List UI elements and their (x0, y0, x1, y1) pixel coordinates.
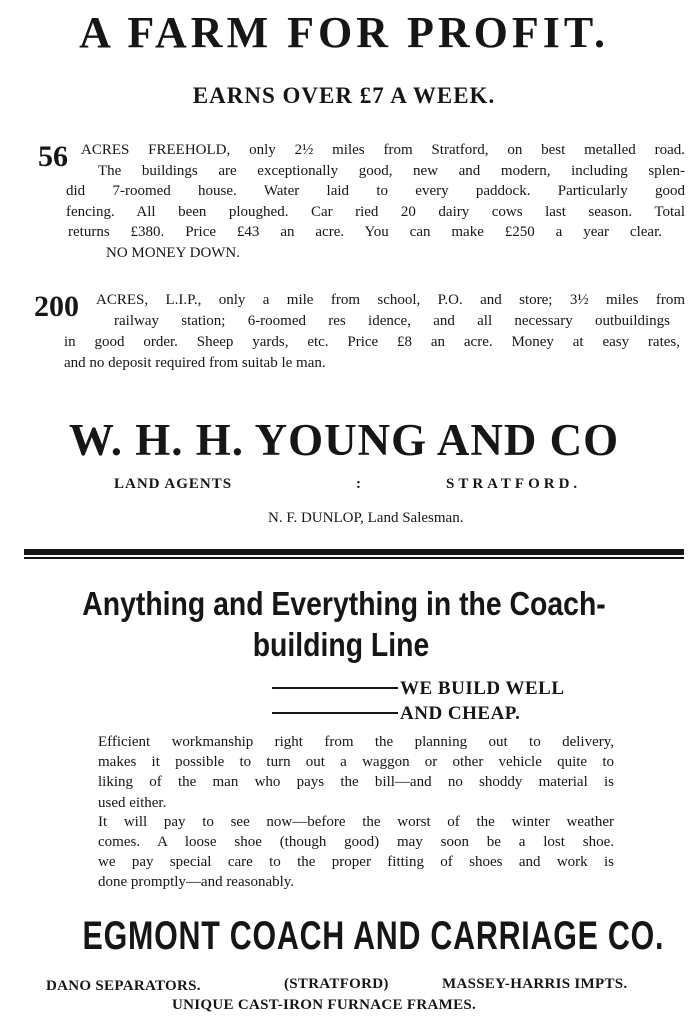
footer-dano-separators: DANO SEPARATORS. (46, 978, 201, 994)
listing-200-line-1: ACRES, L.I.P., only a mile from school, P.O. and store; 3½ miles from (96, 292, 685, 308)
listing-56-line-6: NO MONEY DOWN. (106, 244, 241, 261)
listing-56-line-1: ACRES FREEHOLD, only 2½ miles from Stratford, on best metalled road. (81, 142, 685, 158)
land-agents-label: LAND AGENTS (114, 476, 233, 492)
land-salesman: N. F. DUNLOP, Land Salesman. (268, 510, 464, 526)
slogan-and-cheap-text: AND CHEAP. (400, 703, 521, 724)
footer-stratford: (STRATFORD) (284, 976, 389, 992)
farm-ad-subheadline: EARNS OVER £7 A WEEK. (192, 83, 496, 108)
listing-56-line-4: fencing. All been ploughed. Car ried 20 dairy cows last season. Total (66, 203, 685, 220)
listing-56-lead-number: 56 (38, 140, 68, 173)
coach-company-name: EGMONT COACH AND CARRIAGE CO. (82, 914, 665, 958)
coach-body-line-5: It will pay to see now—before the worst of the winter weather (98, 814, 614, 830)
coach-ad-headline-line-2: building Line (252, 626, 430, 663)
coach-body-line-4: used either. (98, 795, 167, 811)
listing-200-line-4: and no deposit required from suitab le man. (64, 355, 326, 371)
slogan-build-well (272, 678, 565, 700)
slogan-dash-1 (272, 687, 398, 689)
section-divider-thin (24, 557, 684, 559)
slogan-build-well-text: WE BUILD WELL (400, 678, 565, 699)
footer-massey-harris: MASSEY-HARRIS IMPTS. (442, 976, 628, 992)
slogan-and-cheap (272, 703, 520, 725)
coach-body-line-3: liking of the man who pays the bill—and no shoddy material is (98, 774, 614, 790)
section-divider-thick (24, 549, 684, 555)
coach-ad-headline-line-1: Anything and Everything in the Coach- (82, 585, 606, 622)
coach-body-line-2: makes it possible to turn out a waggon or other vehicle quite to (98, 754, 614, 770)
listing-200-lead-number: 200 (34, 290, 79, 323)
coach-body-line-6: comes. A loose shoe (though good) may soon be a lost shoe. (98, 834, 614, 850)
land-agent-company-name: W. H. H. YOUNG AND CO (68, 415, 620, 465)
coach-body-line-1: Efficient workmanship right from the planning out to delivery, (98, 734, 614, 750)
listing-56-line-5: returns £380. Price £43 an acre. You can make £250 a year clear. (68, 224, 662, 240)
agent-location: STRATFORD. (446, 476, 582, 492)
slogan-dash-2 (272, 712, 398, 714)
listing-200-line-2: railway station; 6-roomed res idence, and all necessary outbuildings (114, 313, 670, 329)
listing-56-line-3: did 7-roomed house. Water laid to every paddock. Particularly good (66, 183, 685, 199)
coach-body-line-8: done promptly—and reasonably. (98, 874, 295, 890)
listing-56-line-2: The buildings are exceptionally good, new and modern, including splen- (98, 162, 685, 179)
listing-200-line-3: in good order. Sheep yards, etc. Price £8 an acre. Money at easy rates, (64, 334, 680, 350)
coach-body-line-7: we pay special care to the proper fitting of shoes and work is (98, 854, 614, 870)
colon-separator: : (356, 476, 362, 492)
farm-ad-headline: A FARM FOR PROFIT. (79, 8, 609, 57)
footer-furnace-frames: UNIQUE CAST-IRON FURNACE FRAMES. (172, 997, 477, 1013)
